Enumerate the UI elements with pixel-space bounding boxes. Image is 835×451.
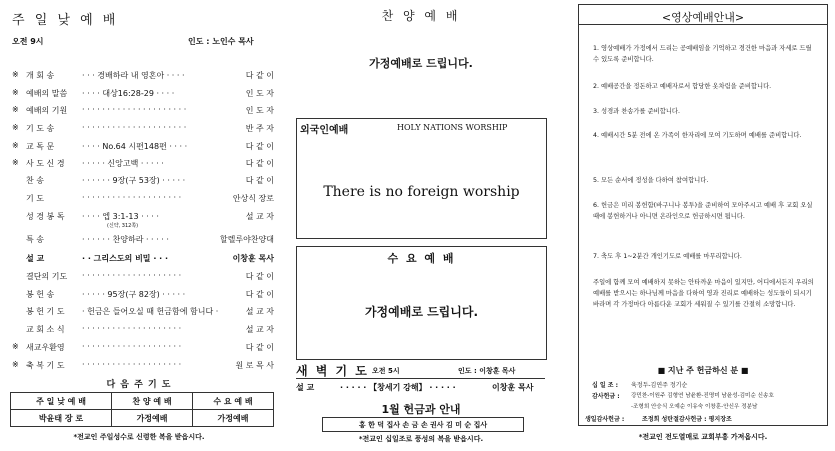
order-row (12, 342, 274, 354)
order-detail: · · · · · · · · · · · · · · · · · · · · (82, 271, 182, 280)
table-cell: 가정예배 (112, 410, 193, 427)
order-responsible: 인 도 자 (245, 89, 274, 98)
order-responsible: 할렐루야찬양대 (219, 235, 274, 244)
order-star: ※ (12, 105, 19, 114)
order-responsible: 설 교 자 (245, 307, 274, 316)
order-row (12, 158, 274, 170)
middle-column (292, 0, 550, 451)
foreign-service-english: HOLY NATIONS WORSHIP (397, 123, 508, 132)
order-detail: · · · · · · 찬양하라 · · · · · (82, 235, 169, 244)
table-header: 찬 양 예 배 (112, 393, 193, 410)
reading-reference: (신약, 312쪽) (107, 223, 139, 229)
guide-note: 3. 성경과 찬송가를 준비합니다. (593, 108, 681, 115)
order-star: ※ (12, 70, 19, 79)
wednesday-service-title: 수 요 예 배 (387, 252, 456, 265)
order-label: 기 도 (26, 194, 44, 203)
order-row (12, 234, 274, 246)
table-cell: 박윤태 장 로 (11, 410, 112, 427)
wednesday-service-box (296, 246, 547, 360)
offering-label: 생일감사헌금 : (585, 416, 625, 423)
order-row (12, 211, 274, 223)
dawn-sermon-series: · · · · · 【창세기 강해】 · · · · · (340, 383, 456, 392)
video-worship-guide-column (578, 0, 835, 451)
offering-guide-box (322, 417, 524, 432)
order-responsible: 설 교 자 (245, 212, 274, 221)
order-star: ※ (12, 342, 19, 351)
sunday-service-column (0, 0, 278, 451)
order-star: ※ (12, 88, 19, 97)
order-responsible: 다 같 이 (245, 71, 274, 80)
praise-service-title: 찬 양 예 배 (381, 9, 461, 23)
wednesday-service-note: 가정예배로 드립니다. (364, 305, 479, 319)
middle-footer: *전교인 십일조로 풍성의 복을 받읍시다. (358, 435, 484, 443)
offering-names: 육정두-김연주 정기순 (631, 382, 688, 389)
order-label: 봉 헌 송 (26, 290, 55, 299)
order-responsible: 설 교 자 (245, 325, 274, 334)
offering-label: 십 일 조 : (592, 382, 619, 389)
order-label: 축 복 기 도 (26, 361, 65, 370)
dawn-prayer-title: 새 벽 기 도 (296, 364, 369, 378)
order-detail: · 헌금은 들어오실 때 헌금함에 함니다 · (82, 307, 219, 316)
guide-note: 2. 예배공간을 정돈하고 예배자로서 합당한 옷차림을 준비합니다. (593, 83, 772, 90)
divider (296, 378, 545, 379)
order-detail: · · · · · 신앙고백 · · · · · (82, 159, 164, 168)
offering-heading: ■ 지난 주 헌금하신 분 ■ (657, 366, 749, 375)
order-label: 봉 헌 기 도 (26, 307, 65, 316)
order-responsible: 다 같 이 (245, 159, 274, 168)
order-row (12, 175, 274, 187)
order-detail: · · · · 대상16:28-29 · · · · (82, 89, 175, 98)
service-leader: 인도 : 노인수 목사 (188, 37, 254, 46)
foreign-service-box (296, 118, 547, 239)
order-responsible: 원 로 목 사 (235, 361, 274, 370)
offering-names: 강민찬-이원주 김형연 남윤환-진명미 남윤성-김미순 신송호 (631, 393, 774, 399)
dawn-prayer-leader: 인도 : 이창훈 목사 (458, 367, 516, 375)
order-label: 설 교 (26, 254, 45, 263)
order-detail: · · · · · 95장(구 82장) · · · · · (82, 290, 186, 299)
guide-closing-message: 주일에 함께 모여 예배하지 못하는 안타까운 마음이 있지만, 어디에서든지 우리의 예배를 받으시는 하나님께 마음을 다하여 영과 진리로 예배하는 성도들이 되시기 바라며 각 가정마다 아름다운 교회가 세워질 수 있기를 간절히 소망합니다. (593, 279, 814, 308)
order-detail: · · · · 엡 3:1-13 · · · · (82, 212, 159, 221)
order-label: 새교우환영 (26, 343, 65, 352)
table-header: 수 요 예 배 (193, 393, 274, 410)
order-label: 개 회 송 (26, 71, 55, 80)
offering-label: 감사헌금 : (592, 393, 620, 400)
order-star: ※ (12, 141, 19, 150)
order-responsible: 인 도 자 (245, 106, 274, 115)
order-row (12, 289, 274, 301)
order-row (12, 360, 274, 372)
order-detail: · · · 경배하라 내 영혼아 · · · · (82, 71, 185, 80)
right-footer: *전교인 전도열매로 교회부흥 가져옵시다. (638, 433, 768, 441)
offering-guide-title: 1월 헌금과 안내 (381, 403, 461, 416)
order-row (12, 253, 274, 265)
table-header: 주 일 낮 예 배 (11, 393, 112, 410)
order-responsible: 다 같 이 (245, 176, 274, 185)
left-footer: *전교인 주일성수로 신령한 복을 받읍시다. (73, 433, 205, 441)
order-detail: · · · · · · · · · · · · · · · · · · · · (82, 324, 182, 333)
order-row (12, 105, 274, 117)
next-week-prayer-title: 다 음 주 기 도 (106, 380, 172, 390)
offering-guide-names: 홍 한 덕 집사 손 금 손 권사 김 미 순 집사 (358, 421, 488, 429)
offering-names: -조형희 안승식 오예순 이유숙 이창훈-안신우 정분남 (631, 404, 758, 410)
guide-note: 1. 영상예배가 가정에서 드리는 공예배임을 기억하고 경건한 마음과 자세로 드릴 수 있도록 준비합니다. (593, 45, 812, 63)
order-detail: · · 그리스도의 비밀 · · · (82, 254, 169, 263)
order-label: 예배의 말씀 (26, 89, 68, 98)
order-label: 찬 송 (26, 176, 44, 185)
order-star: ※ (12, 158, 19, 167)
order-row (12, 193, 274, 205)
guide-note: 7. 축도 후 1~2분간 개인기도로 예배를 마무리합니다. (593, 253, 742, 260)
guide-note: 6. 헌금은 미리 봉헌함(바구니나 봉투)을 준비하여 모아주시고 예배 후 교회 오실 때에 봉헌하거나 아니면 온라인으로 헌금하시면 됩니다. (593, 202, 813, 220)
order-responsible: 반 주 자 (245, 124, 274, 133)
order-label: 결단의 기도 (26, 272, 68, 281)
order-detail: · · · · · · · · · · · · · · · · · · · · · (82, 105, 187, 114)
order-row (12, 141, 274, 153)
order-responsible: 다 같 이 (245, 272, 274, 281)
order-label: 사 도 신 경 (26, 159, 65, 168)
guide-frame (578, 4, 828, 426)
foreign-service-note: There is no foreign worship (323, 184, 520, 200)
order-row (12, 324, 274, 336)
sunday-service-title: 주 일 낮 예 배 (12, 13, 119, 28)
order-detail: · · · · No.64 시편148편 · · · · (82, 142, 188, 151)
order-label: 예배의 기원 (26, 106, 68, 115)
dawn-prayer-time: 오전 5시 (372, 367, 400, 375)
order-label: 교 회 소 식 (26, 325, 65, 334)
order-label: 성 경 봉 독 (26, 212, 65, 221)
order-responsible: 다 같 이 (245, 290, 274, 299)
divider (579, 24, 827, 25)
order-label: 기 도 송 (26, 124, 55, 133)
guide-title: <영상예배안내> (661, 11, 745, 24)
order-detail: · · · · · · 9장(구 53장) · · · · · (82, 176, 186, 185)
order-star: ※ (12, 123, 19, 132)
order-responsible: 이창훈 목사 (232, 254, 274, 263)
order-label: 특 송 (26, 235, 44, 244)
order-row (12, 88, 274, 100)
order-row (12, 123, 274, 135)
table-cell: 가정예배 (193, 410, 274, 427)
next-week-prayer-table (10, 392, 274, 427)
dawn-sermon-label: 설 교 (296, 383, 315, 392)
dawn-sermon-preacher: 이창훈 목사 (492, 383, 534, 392)
order-responsible: 다 같 이 (245, 343, 274, 352)
order-row (12, 70, 274, 82)
order-detail: · · · · · · · · · · · · · · · · · · · · (82, 342, 182, 351)
guide-note: 5. 모든 순서에 정성을 다하여 참여합니다. (593, 177, 709, 184)
order-label: 교 독 문 (26, 142, 55, 151)
praise-service-note: 가정예배로 드립니다. (369, 57, 473, 70)
guide-note: 4. 예배시간 5분 전에 온 가족이 한자리에 모여 기도하며 예배를 준비합니다. (593, 132, 802, 139)
order-row (12, 306, 274, 318)
foreign-service-title: 외국인예배 (300, 125, 349, 136)
order-detail: · · · · · · · · · · · · · · · · · · · · (82, 193, 182, 202)
service-time: 오전 9시 (12, 37, 44, 46)
order-star: ※ (12, 360, 19, 369)
order-detail: · · · · · · · · · · · · · · · · · · · · (82, 360, 182, 369)
order-detail: · · · · · · · · · · · · · · · · · · · · · (82, 123, 187, 132)
order-row (12, 271, 274, 283)
offering-names: 조정희 성탄절감사헌금 : 평지장조 (642, 416, 732, 423)
order-responsible: 다 같 이 (245, 142, 274, 151)
order-responsible: 안상식 장로 (232, 194, 274, 203)
